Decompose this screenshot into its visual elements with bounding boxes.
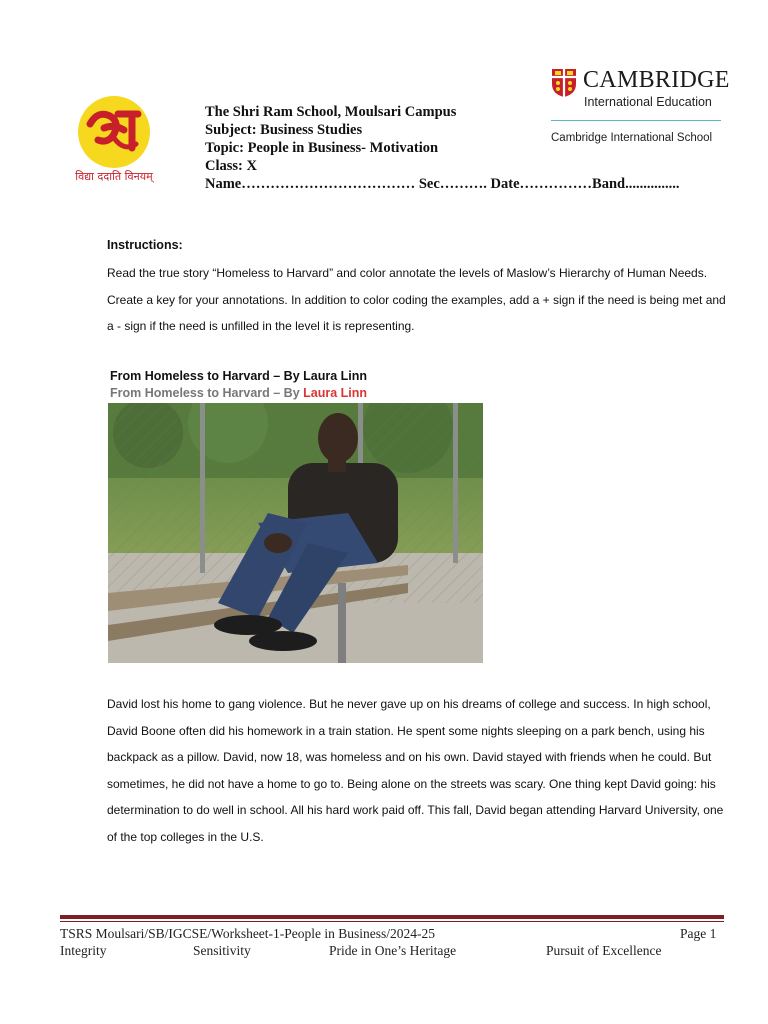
story-photo — [108, 403, 483, 663]
cambridge-wordmark: CAMBRIDGE — [583, 67, 730, 93]
instructions-title: Instructions: — [107, 238, 183, 252]
cambridge-subtitle: International Education — [584, 95, 712, 109]
subject-line: Subject: Business Studies — [205, 122, 363, 138]
school-logo — [74, 94, 154, 184]
cambridge-shield-icon — [551, 68, 577, 98]
school-motto: विद्या ददाति विनयम् — [75, 170, 153, 183]
story-title: From Homeless to Harvard – By Laura Linn — [110, 369, 368, 383]
footer-value-integrity: Integrity — [60, 943, 107, 958]
name-line: Name……………………………… Sec………. Date……………Band............... — [205, 176, 680, 192]
footer-value-heritage: Pride in One’s Heritage — [329, 943, 457, 958]
story-text: David lost his home to gang violence. But he never gave up on his dreams of college and success. In high school, David Boone often did his homework in a train station. He spent some nights sleeping on a park bench, using his backpack as a pillow. David, now 18, was homeless and on his own. David stayed with friends when he could. But sometimes, he did not have a home to go to. Being alone on the streets was scary. One thing kept David going: his determination to do well in school. All his hard work paid off. This fall, David began attending Harvard University, one of the top colleges in the U.S. — [107, 697, 724, 844]
school-name: The Shri Ram School, Moulsari Campus — [205, 104, 457, 120]
class-line: Class: X — [205, 158, 257, 174]
footer-value-sensitivity: Sensitivity — [193, 943, 251, 958]
footer-page-number: Page 1 — [680, 926, 717, 941]
story-title-ghost — [110, 386, 440, 400]
footer-document-code: TSRS Moulsari/SB/IGCSE/Worksheet-1-People in Business/2024-25 — [60, 926, 436, 941]
topic-line: Topic: People in Business- Motivation — [205, 140, 439, 156]
ghost-title: From Homeless to Harvard – By — [110, 386, 300, 400]
footer-value-excellence: Pursuit of Excellence — [546, 943, 662, 958]
footer-rule — [60, 915, 724, 919]
footer-rule-thin — [60, 921, 724, 922]
cambridge-divider — [551, 120, 721, 121]
instructions-text: Read the true story “Homeless to Harvard” and color annotate the levels of Maslow’s Hierarchy of Human Needs. Create a key for your annotations. In addition to color coding the examples, add a + sign if the need is being met and a - sign if the need is unfilled in the level it is representing. — [107, 266, 726, 333]
cambridge-school-label: Cambridge International School — [551, 132, 713, 144]
ghost-author: Laura Linn — [303, 386, 368, 400]
